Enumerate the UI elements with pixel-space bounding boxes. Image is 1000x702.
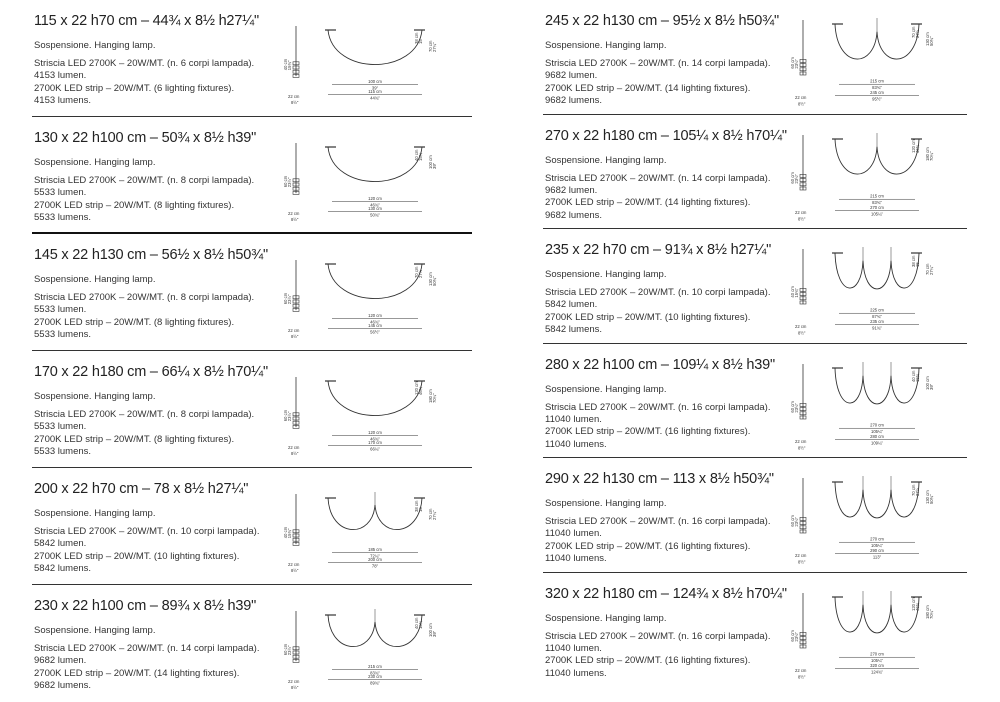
product-entry — [32, 468, 472, 585]
inner-width-inch-label: 83¾" — [872, 85, 882, 91]
height-label: 130 cm — [925, 490, 930, 504]
product-subtitle: Sospensione. Hanging lamp. — [34, 391, 156, 402]
spec-lumen-it: 5842 lumen. — [34, 538, 87, 550]
height-label: 70 cm — [428, 40, 433, 52]
spec-lumen-it: 11040 lumen. — [545, 413, 602, 425]
lamp-front-view — [328, 264, 422, 299]
drop-inch-label: 15 — [418, 507, 423, 512]
outer-width-label: 230 cm — [368, 674, 382, 680]
product-entry — [543, 229, 967, 344]
side-height-label: 40 cm — [283, 526, 288, 539]
product-entry — [32, 234, 472, 351]
spec-lumen-en: 9682 lumens. — [34, 680, 92, 692]
height-inch-label: 27¼" — [432, 510, 437, 520]
side-height-inch-label: 23½" — [287, 411, 292, 422]
right-column — [543, 0, 967, 687]
outer-width-label: 270 cm — [870, 204, 884, 210]
spec-line-it: Striscia LED 2700K – 20W/MT. (n. 8 corpi lampada). — [34, 175, 255, 186]
inner-width-label: 120 cm — [368, 195, 382, 201]
product-spec — [34, 526, 259, 576]
product-spec — [545, 516, 770, 566]
spec-lumen-en: 5842 lumens. — [545, 324, 603, 336]
height-label: 130 cm — [925, 32, 930, 46]
spec-line-it: Striscia LED 2700K – 20W/MT. (n. 14 corpi lampada). — [545, 172, 771, 184]
depth-label: 22 cm — [288, 327, 300, 333]
product-subtitle: Sospensione. Hanging lamp. — [545, 154, 667, 166]
product-entry — [543, 573, 967, 688]
spec-lumen-it: 11040 lumen. — [545, 528, 602, 540]
product-spec — [34, 58, 254, 108]
lamp-dimension-diagram — [779, 18, 969, 110]
product-title: 235 x 22 h70 cm – 91¾ x 8½ h27¼" — [545, 242, 772, 258]
depth-label: 22 cm — [795, 552, 807, 558]
height-inch-label: 50¾" — [929, 494, 934, 504]
side-height-label: 60 cm — [790, 57, 795, 69]
drop-inch-label: 27½ — [915, 29, 920, 38]
inner-width-inch-label: 46¾" — [370, 202, 380, 208]
height-label: 180 cm — [428, 389, 433, 403]
drop-label: 120 cm — [911, 596, 916, 611]
depth-inch-label: 8½" — [291, 99, 299, 105]
lamp-dimension-diagram — [272, 24, 472, 108]
height-inch-label: 70¼" — [929, 150, 934, 161]
drop-label: 70 cm — [911, 484, 916, 496]
depth-label: 22 cm — [288, 210, 300, 216]
side-height-inch-label: 23½" — [287, 177, 292, 188]
drop-label: 120 cm — [911, 138, 916, 153]
product-title: 200 x 22 h70 cm – 78 x 8½ h27¼" — [34, 481, 249, 497]
product-subtitle: Sospensione. Hanging lamp. — [34, 40, 156, 51]
height-inch-label: 39" — [929, 383, 934, 390]
height-label: 180 cm — [925, 604, 930, 619]
product-spec — [34, 409, 254, 459]
spec-lumen-en: 9682 lumens. — [545, 209, 603, 221]
lamp-front-view — [835, 253, 919, 289]
depth-inch-label: 8½" — [291, 684, 299, 690]
drop-label: 40 cm — [414, 617, 419, 629]
product-title: 320 x 22 h180 cm – 124¾ x 8½ h70¼" — [545, 585, 787, 602]
spec-line-it: Striscia LED 2700K – 20W/MT. (n. 10 corpi lampada). — [545, 287, 771, 298]
lamp-front-view — [328, 147, 422, 182]
product-spec — [545, 402, 770, 452]
spec-line-en: 2700K LED strip – 20W/MT. (14 lighting fixtures). — [545, 197, 751, 209]
depth-inch-label: 8½" — [798, 444, 806, 450]
outer-width-label: 235 cm — [870, 318, 884, 324]
inner-width-label: 270 cm — [870, 536, 884, 542]
height-inch-label: 39" — [432, 162, 437, 169]
product-title: 290 x 22 h130 cm – 113 x 8½ h50¾" — [545, 471, 774, 487]
spec-line-it: Striscia LED 2700K – 20W/MT. (n. 16 corpi lampada). — [545, 401, 771, 413]
spec-line-en: 2700K LED strip – 20W/MT. (16 lighting fixtures). — [545, 655, 751, 667]
product-spec — [545, 287, 770, 337]
height-label: 100 cm — [428, 623, 433, 637]
spec-line-it: Striscia LED 2700K – 20W/MT. (n. 16 corpi lampada). — [545, 516, 771, 527]
lamp-dimension-diagram — [272, 258, 472, 342]
height-label: 130 cm — [428, 272, 433, 286]
depth-inch-label: 8½" — [291, 216, 299, 222]
depth-inch-label: 8½" — [291, 567, 299, 573]
spec-line-en: 2700K LED strip – 20W/MT. (16 lighting fixtures). — [545, 426, 751, 438]
product-spec — [34, 175, 254, 225]
depth-inch-label: 8½" — [798, 215, 806, 221]
product-subtitle: Sospensione. Hanging lamp. — [34, 274, 156, 285]
side-height-label: 60 cm — [283, 409, 288, 422]
spec-lumen-en: 11040 lumens. — [545, 667, 607, 679]
lamp-front-view — [835, 597, 919, 633]
side-height-inch-label: 23½" — [794, 516, 799, 527]
product-title: 170 x 22 h180 cm – 66¼ x 8½ h70¼" — [34, 364, 268, 380]
height-label: 70 cm — [428, 508, 433, 520]
lamp-front-view — [835, 368, 919, 404]
spec-line-it: Striscia LED 2700K – 20W/MT. (n. 8 corpi lampada). — [34, 292, 255, 303]
drop-label: 38 cm — [911, 255, 916, 267]
inner-width-inch-label: 46¾" — [370, 436, 380, 442]
side-height-label: 60 cm — [790, 629, 795, 642]
side-height-inch-label: 15¾" — [287, 528, 292, 539]
spec-lumen-it: 11040 lumen. — [545, 642, 602, 654]
inner-width-label: 100 cm — [368, 78, 382, 84]
depth-label: 22 cm — [795, 438, 807, 444]
spec-lumen-en: 11040 lumens. — [545, 438, 607, 450]
spec-lumen-it: 9682 lumen. — [545, 70, 598, 82]
spec-line-en: 2700K LED strip – 20W/MT. (14 lighting fixtures). — [545, 82, 751, 94]
height-inch-label: 39" — [432, 630, 437, 637]
depth-inch-label: 8½" — [798, 673, 806, 679]
lamp-front-view — [328, 30, 422, 65]
spec-line-it: Striscia LED 2700K – 20W/MT. (n. 14 corpi lampada). — [545, 58, 771, 69]
side-height-inch-label: 23½" — [794, 58, 799, 69]
lamp-dimension-diagram — [779, 133, 969, 225]
side-height-label: 60 cm — [790, 515, 795, 527]
product-entry — [543, 344, 967, 459]
outer-width-inch-label: 91¾" — [872, 325, 882, 331]
product-title: 230 x 22 h100 cm – 89¾ x 8½ h39" — [34, 598, 257, 614]
drop-inch-label: 15¾ — [915, 373, 920, 382]
depth-label: 22 cm — [288, 678, 300, 684]
outer-width-label: 320 cm — [870, 662, 884, 668]
spec-lumen-it: 5533 lumen. — [34, 421, 87, 433]
inner-width-label: 215 cm — [368, 663, 382, 669]
spec-lumen-en: 5533 lumens. — [34, 212, 92, 224]
outer-width-inch-label: 78" — [371, 563, 379, 569]
product-spec — [34, 643, 259, 693]
side-height-label: 60 cm — [283, 292, 288, 305]
spec-lumen-it: 9682 lumen. — [34, 655, 87, 667]
inner-width-inch-label: 87¾" — [872, 314, 882, 320]
outer-width-label: 115 cm — [368, 89, 382, 95]
product-spec — [34, 292, 254, 342]
lamp-dimension-diagram — [779, 247, 969, 339]
side-height-label: 40 cm — [790, 286, 795, 298]
drop-inch-label: 15¾ — [418, 152, 423, 161]
outer-width-label: 280 cm — [870, 433, 884, 439]
drop-inch-label: 27½ — [915, 487, 920, 496]
outer-width-label: 170 cm — [368, 440, 382, 446]
lamp-dimension-diagram — [272, 375, 472, 459]
spec-lumen-it: 4153 lumen. — [34, 70, 87, 82]
inner-width-inch-label: 72¼" — [370, 553, 380, 559]
product-entry — [32, 0, 472, 117]
lamp-dimension-diagram — [779, 476, 969, 568]
product-entry — [543, 115, 967, 230]
spec-line-en: 2700K LED strip – 20W/MT. (8 lighting fixtures). — [34, 433, 235, 445]
lamp-front-view — [835, 482, 919, 518]
height-label: 100 cm — [925, 375, 930, 390]
depth-inch-label: 8½" — [798, 101, 806, 107]
height-label: 100 cm — [428, 155, 433, 169]
product-entry — [32, 351, 472, 468]
inner-width-label: 225 cm — [870, 307, 884, 313]
inner-width-inch-label: 39" — [371, 85, 379, 91]
spec-line-en: 2700K LED strip – 20W/MT. (10 lighting fixtures). — [34, 550, 240, 562]
product-subtitle: Sospensione. Hanging lamp. — [545, 498, 667, 509]
outer-width-label: 145 cm — [368, 323, 382, 329]
inner-width-inch-label: 46¾" — [370, 319, 380, 325]
spec-line-en: 2700K LED strip – 20W/MT. (6 lighting fixtures). — [34, 82, 235, 94]
spec-line-en: 2700K LED strip – 20W/MT. (8 lighting fixtures). — [34, 316, 235, 328]
drop-label: 70 cm — [911, 26, 916, 38]
height-label: 70 cm — [925, 263, 930, 275]
lamp-dimension-diagram — [779, 591, 969, 683]
inner-width-inch-label: 105¼" — [871, 428, 883, 434]
depth-inch-label: 8½" — [798, 559, 806, 565]
drop-inch-label: 27½ — [418, 269, 423, 278]
inner-width-label: 270 cm — [870, 651, 884, 657]
spec-line-en: 2700K LED strip – 20W/MT. (16 lighting fixtures). — [545, 540, 751, 552]
product-subtitle: Sospensione. Hanging lamp. — [545, 40, 667, 51]
drop-inch-label: 46¾ — [418, 386, 423, 395]
spec-lumen-en: 5842 lumens. — [34, 563, 92, 575]
outer-width-inch-label: 89¾" — [370, 680, 380, 686]
product-title: 270 x 22 h180 cm – 105¼ x 8½ h70¼" — [545, 127, 787, 144]
depth-label: 22 cm — [288, 444, 300, 450]
side-height-inch-label: 23½" — [794, 631, 799, 642]
outer-width-inch-label: 109¼" — [871, 439, 883, 445]
spec-lumen-it: 5533 lumen. — [34, 304, 87, 316]
inner-width-inch-label: 105¼" — [871, 543, 883, 549]
depth-label: 22 cm — [288, 93, 300, 99]
side-height-inch-label: 23½" — [287, 645, 292, 656]
inner-width-inch-label: 105¼" — [871, 657, 883, 663]
inner-width-label: 120 cm — [368, 429, 382, 435]
product-spec — [545, 58, 770, 108]
height-inch-label: 50¾" — [432, 276, 437, 286]
inner-width-label: 120 cm — [368, 312, 382, 318]
height-label: 180 cm — [925, 146, 930, 161]
outer-width-inch-label: 113" — [872, 554, 882, 560]
spec-lumen-it: 5533 lumen. — [34, 187, 87, 199]
spec-lumen-en: 5533 lumens. — [34, 329, 92, 341]
spec-lumen-en: 4153 lumens. — [34, 95, 92, 107]
product-subtitle: Sospensione. Hanging lamp. — [545, 612, 667, 624]
product-entry — [543, 458, 967, 573]
spec-lumen-en: 5533 lumens. — [34, 446, 92, 458]
depth-label: 22 cm — [795, 94, 807, 100]
spec-line-it: Striscia LED 2700K – 20W/MT. (n. 14 corpi lampada). — [34, 643, 260, 654]
spec-lumen-it: 5842 lumen. — [545, 299, 598, 311]
product-title: 280 x 22 h100 cm – 109¼ x 8½ h39" — [545, 356, 775, 373]
inner-width-label: 185 cm — [368, 546, 382, 552]
spec-line-en: 2700K LED strip – 20W/MT. (10 lighting fixtures). — [545, 311, 751, 323]
product-title: 130 x 22 h100 cm – 50¾ x 8½ h39" — [34, 130, 257, 146]
outer-width-inch-label: 66¼" — [370, 446, 380, 452]
outer-width-label: 245 cm — [870, 89, 884, 95]
product-subtitle: Sospensione. Hanging lamp. — [34, 625, 156, 636]
product-subtitle: Sospensione. Hanging lamp. — [34, 157, 156, 168]
side-height-label: 60 cm — [283, 175, 288, 188]
inner-width-inch-label: 83¾" — [370, 670, 380, 676]
height-inch-label: 27¼" — [432, 42, 437, 52]
spec-line-it: Striscia LED 2700K – 20W/MT. (n. 10 corpi lampada). — [34, 526, 260, 537]
drop-inch-label: 46¾ — [915, 602, 920, 611]
drop-label: 40 cm — [414, 149, 419, 161]
inner-width-label: 215 cm — [870, 78, 884, 84]
outer-width-inch-label: 95½" — [872, 96, 882, 102]
product-title: 145 x 22 h130 cm – 56½ x 8½ h50¾" — [34, 247, 268, 263]
drop-label: 70 cm — [414, 266, 419, 278]
side-height-inch-label: 15¾" — [287, 60, 292, 71]
side-height-inch-label: 23½" — [794, 402, 799, 413]
lamp-dimension-diagram — [272, 141, 472, 225]
side-height-label: 60 cm — [790, 171, 795, 184]
drop-inch-label: 15¾ — [418, 620, 423, 629]
outer-width-label: 290 cm — [870, 547, 884, 553]
product-entry — [32, 117, 472, 234]
drop-label: 38 cm — [414, 500, 419, 512]
spec-lumen-en: 9682 lumens. — [545, 95, 603, 107]
height-inch-label: 50¾" — [929, 36, 934, 46]
spec-line-it: Striscia LED 2700K – 20W/MT. (n. 6 corpi lampada). — [34, 58, 255, 69]
product-spec — [545, 173, 770, 223]
product-subtitle: Sospensione. Hanging lamp. — [545, 383, 667, 395]
depth-label: 22 cm — [288, 561, 300, 567]
drop-label: 40 cm — [911, 370, 916, 382]
product-entry — [543, 0, 967, 115]
outer-width-label: 130 cm — [368, 206, 382, 212]
outer-width-label: 200 cm — [368, 557, 382, 563]
product-title: 115 x 22 h70 cm – 44¾ x 8½ h27¼" — [34, 13, 259, 29]
drop-inch-label: 46¾ — [915, 144, 920, 153]
spec-line-it: Striscia LED 2700K – 20W/MT. (n. 8 corpi lampada). — [34, 409, 255, 420]
height-inch-label: 70¼" — [929, 608, 934, 619]
outer-width-inch-label: 124¾" — [871, 668, 883, 674]
spec-lumen-it: 9682 lumen. — [545, 184, 598, 196]
outer-width-inch-label: 105¼" — [871, 210, 883, 216]
side-height-label: 60 cm — [283, 643, 288, 656]
side-height-inch-label: 23½" — [287, 294, 292, 305]
inner-width-label: 215 cm — [870, 193, 884, 199]
side-height-inch-label: 15¾" — [794, 287, 799, 298]
side-height-label: 60 cm — [790, 400, 795, 413]
lamp-dimension-diagram — [779, 362, 969, 454]
spec-lumen-en: 11040 lumens. — [545, 553, 607, 565]
spec-line-en: 2700K LED strip – 20W/MT. (8 lighting fixtures). — [34, 199, 235, 211]
drop-label: 38 cm — [414, 32, 419, 44]
inner-width-inch-label: 83¾" — [872, 199, 882, 205]
product-subtitle: Sospensione. Hanging lamp. — [545, 269, 667, 280]
drop-label: 120 cm — [414, 381, 419, 395]
depth-inch-label: 8½" — [291, 333, 299, 339]
outer-width-inch-label: 56½" — [370, 329, 380, 335]
lamp-dimension-diagram — [272, 492, 472, 576]
lamp-dimension-diagram — [272, 609, 472, 693]
side-height-inch-label: 23½" — [794, 173, 799, 184]
depth-inch-label: 8½" — [291, 450, 299, 456]
spec-line-en: 2700K LED strip – 20W/MT. (14 lighting fixtures). — [34, 667, 240, 679]
drop-inch-label: 15 — [418, 39, 423, 44]
height-inch-label: 27¼" — [929, 265, 934, 275]
product-spec — [545, 631, 770, 681]
outer-width-inch-label: 44¾" — [370, 95, 380, 101]
product-title: 245 x 22 h130 cm – 95½ x 8½ h50¾" — [545, 13, 779, 29]
depth-label: 22 cm — [795, 667, 807, 673]
depth-inch-label: 8½" — [798, 330, 806, 336]
depth-label: 22 cm — [795, 209, 807, 215]
inner-width-label: 270 cm — [870, 422, 884, 428]
outer-width-inch-label: 50¾" — [370, 212, 380, 218]
depth-label: 22 cm — [795, 323, 807, 329]
spec-line-it: Striscia LED 2700K – 20W/MT. (n. 16 corpi lampada). — [545, 630, 771, 642]
drop-inch-label: 15 — [915, 262, 920, 267]
left-column — [32, 0, 472, 702]
side-height-label: 40 cm — [283, 58, 288, 71]
product-subtitle: Sospensione. Hanging lamp. — [34, 508, 156, 519]
lamp-front-view — [328, 381, 422, 416]
height-inch-label: 70¼" — [432, 393, 437, 403]
product-entry — [32, 585, 472, 702]
